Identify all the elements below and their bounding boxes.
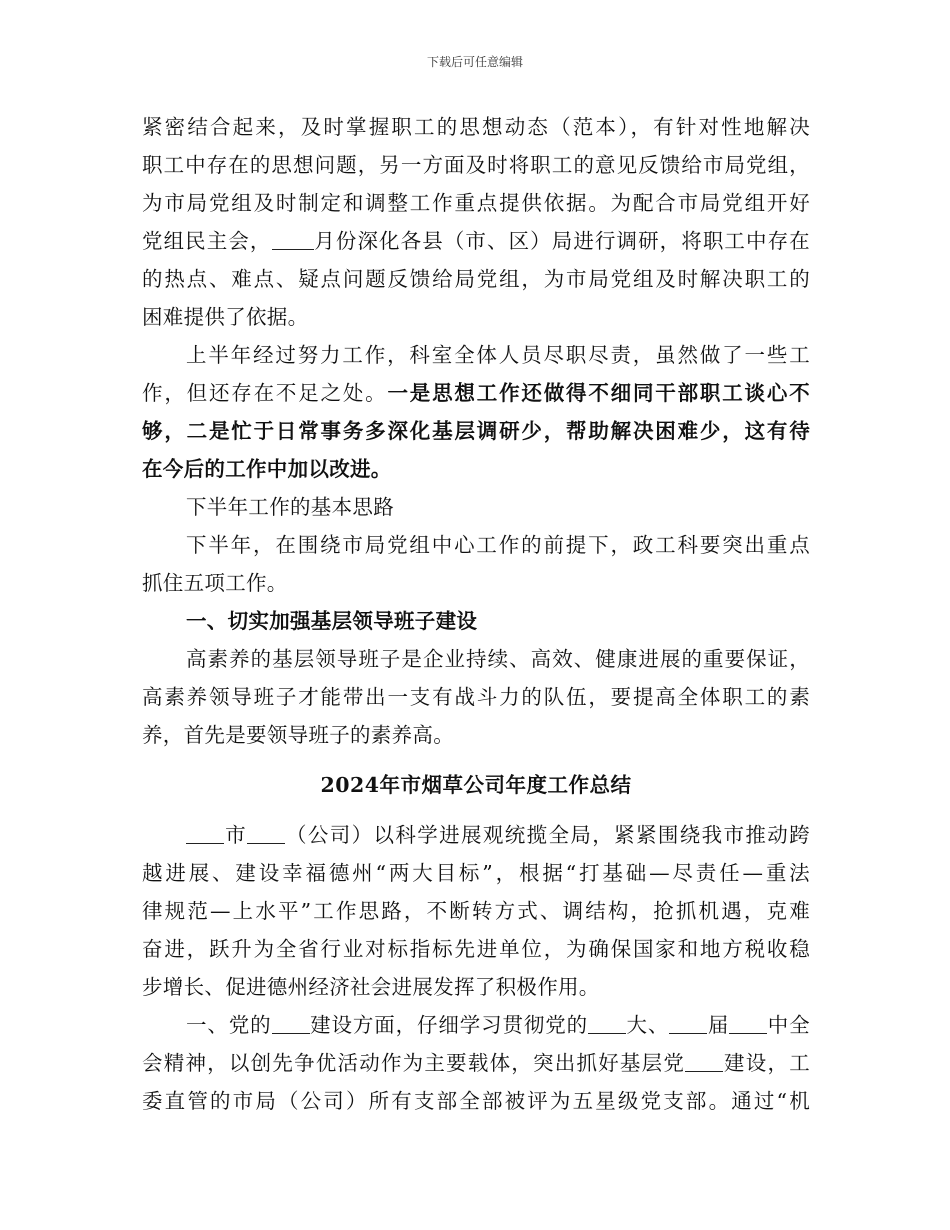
text-line: 为市局党组及时制定和调整工作重点提供依据。为配合市局党组开好: [142, 191, 810, 215]
fill-blank: [272, 1011, 310, 1034]
text-fragment: 建设，工: [723, 1051, 811, 1075]
document-title: 2024年市烟草公司年度工作总结: [320, 773, 632, 797]
text-fragment: 建设方面，仔细学习贯彻党的: [309, 1013, 588, 1037]
paragraph-4: [142, 526, 810, 602]
text-fragment: 大、: [625, 1013, 670, 1037]
text-line: 奋进，跃升为全省行业对标指标先进单位，为确保国家和地方税收稳: [142, 937, 810, 961]
paragraph-1: [142, 108, 810, 336]
text-line: 困难提供了依据。: [142, 305, 309, 329]
paragraph-2: [142, 336, 810, 488]
text-line: 下半年工作的基本思路: [186, 495, 394, 519]
text-line: 高素养领导班子才能带出一支有战斗力的队伍，要提高全体职工的素: [142, 685, 810, 709]
bold-text-line: 够，二是忙于日常事务多深化基层调研少，帮助解决困难少，这有待: [142, 419, 810, 443]
text-fragment: （公司）以科学进展观统揽全局，紧紧围绕我市推动跨: [284, 823, 810, 847]
text-line: [142, 1006, 810, 1044]
text-fragment: 届: [707, 1013, 730, 1037]
fill-blank: [588, 1011, 626, 1034]
text-line: 紧密结合起来，及时掌握职工的思想动态（范本），有针对性地解决: [142, 115, 810, 139]
heading-text: 一、切实加强基层领导班子建设: [186, 609, 478, 633]
text-line: [142, 816, 810, 854]
text-line: 越进展、建设幸福德州“两大目标”，根据“打基础—尽责任—重法: [142, 861, 810, 885]
text-fragment: 作，但还存在不足之处。: [142, 381, 388, 405]
text-line: [142, 222, 810, 260]
page-header: 下载后可任意编辑: [426, 55, 523, 69]
text-fragment: 市: [224, 823, 247, 847]
document-body: [142, 108, 810, 1120]
section-heading: [142, 602, 810, 640]
paragraph-3: [142, 488, 810, 526]
text-line: 的热点、难点、疑点问题反馈给局党组，为市局党组及时解决职工的: [142, 267, 810, 291]
fill-blank: [729, 1011, 767, 1034]
text-line: [142, 374, 810, 412]
text-fragment: 中全: [767, 1013, 810, 1037]
paragraph-6: [142, 816, 810, 1006]
fill-blank: [685, 1049, 723, 1072]
fill-blank: [247, 821, 285, 844]
text-fragment: 一、党的: [186, 1013, 272, 1037]
paragraph-7: [142, 1006, 810, 1120]
text-line: 步增长、促进德州经济社会进展发挥了积极作用。: [142, 975, 600, 999]
text-fragment: 月份深化各县（市、区）局进行调研，将职工中存在: [313, 229, 810, 253]
text-line: [142, 1044, 810, 1082]
text-line: 抓住五项工作。: [142, 571, 288, 595]
text-line: 委直管的市局（公司）所有支部全部被评为五星级党支部。通过“机: [142, 1089, 810, 1113]
text-line: 养，首先是要领导班子的素养高。: [142, 723, 454, 747]
text-line: 职工中存在的思想问题，另一方面及时将职工的意见反馈给市局党组，: [142, 153, 810, 177]
text-line: 律规范—上水平”工作思路，不断转方式、调结构，抢抓机遇，克难: [142, 899, 810, 923]
paragraph-5: [142, 640, 810, 754]
fill-blank: [272, 227, 314, 250]
text-line: 上半年经过努力工作，科室全体人员尽职尽责，虽然做了一些工: [186, 343, 810, 367]
text-line: 下半年，在围绕市局党组中心工作的前提下，政工科要突出重点: [186, 533, 810, 557]
bold-text: 一是思想工作还做得不细同干部职工谈心不: [387, 381, 810, 405]
fill-blank: [669, 1011, 707, 1034]
fill-blank: [186, 821, 224, 844]
text-fragment: 党组民主会，: [142, 229, 272, 253]
bold-text-line: 在今后的工作中加以改进。: [142, 457, 392, 481]
text-line: 高素养的基层领导班子是企业持续、高效、健康进展的重要保证，: [186, 647, 810, 671]
text-fragment: 会精神，以创先争优活动作为主要载体，突出抓好基层党: [142, 1051, 686, 1075]
